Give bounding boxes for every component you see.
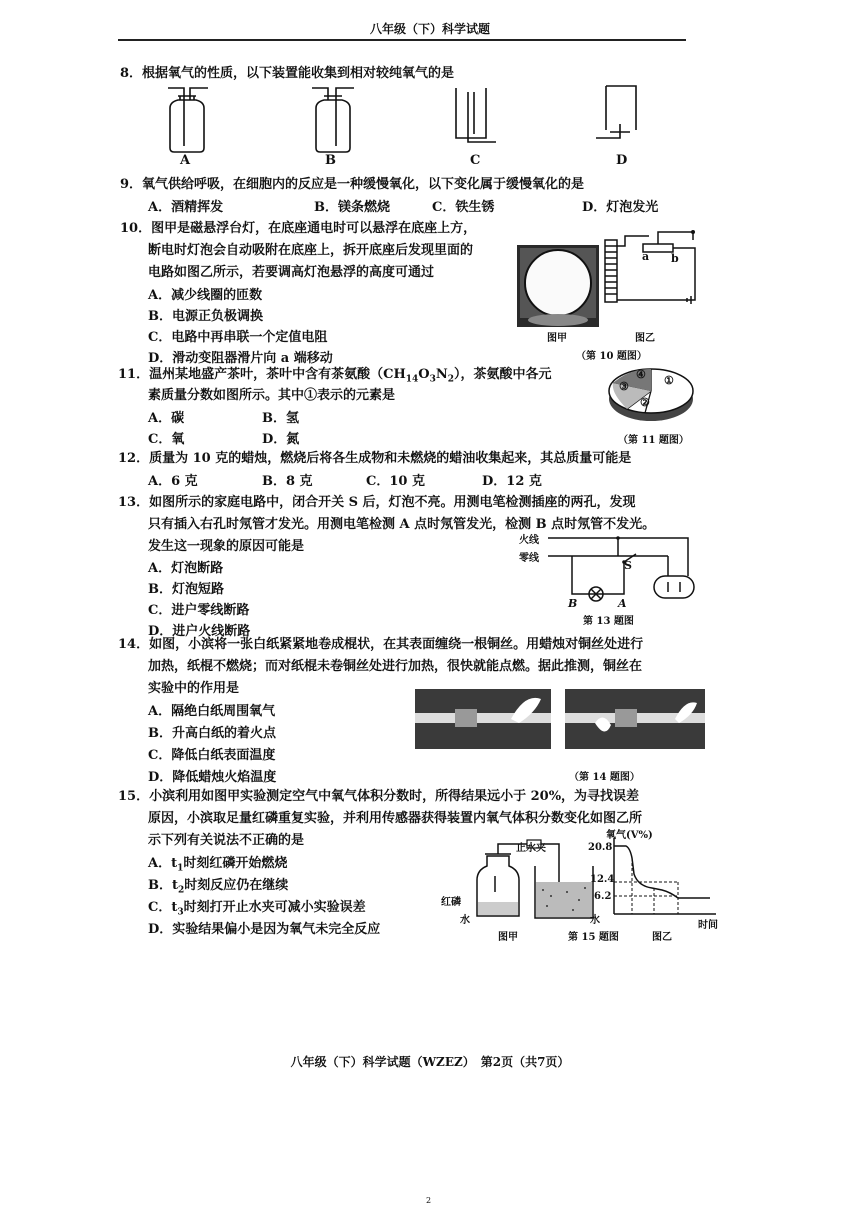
q14-option-a: A．隔绝白纸周围氧气: [148, 704, 276, 719]
q14-option-b: B．升高白纸的着火点: [148, 726, 276, 741]
q15-option-c: [148, 896, 366, 918]
q15-option-a: [148, 852, 287, 874]
q11-pie-label-3: ③: [619, 380, 629, 393]
q12-option-c: C．10 克: [366, 474, 425, 489]
q12-option-b: B．8 克: [262, 474, 313, 489]
q13-option-a: A．灯泡断路: [148, 561, 224, 576]
q15-fig-a-label: 图甲: [498, 932, 518, 943]
q8-label-c: C: [470, 153, 481, 168]
q11-line-2: 素质量分数如图所示。其中①表示的元素是: [148, 388, 396, 403]
q8-apparatus-figure: [150, 86, 650, 166]
page-number: 2: [426, 1196, 432, 1205]
q12-option-d: D．12 克: [482, 474, 542, 489]
q13-fire-wire-label: 火线: [519, 535, 539, 546]
apparatus-c-icon: [456, 88, 496, 142]
q11-pie-label-1: ①: [664, 374, 674, 387]
q14-photo-figure: [415, 689, 705, 749]
header-rule: [118, 39, 686, 41]
q13-zero-wire-label: 零线: [519, 553, 539, 564]
q10-option-d: D．滑动变阻器滑片向 a 端移动: [148, 351, 333, 366]
q15-line-3: 示下列有关说法不正确的是: [148, 833, 305, 848]
q13-option-c: C．进户零线断路: [148, 603, 250, 618]
q15-ytick-20-8: 20.8: [588, 842, 613, 853]
q11-line-1-post: ），茶氨酸中各元: [454, 367, 552, 382]
q15-line-1: 15．小滨利用如图甲实验测定空气中氧气体积分数时，所得结果远小于 20%，为寻找误差: [118, 789, 640, 804]
q11-pie-chart: [605, 363, 697, 425]
q15-option-a-pre: A．t: [148, 856, 178, 871]
q15-option-c-pre: C．t: [148, 900, 178, 915]
q11-formula-rest: $H_{14}O_3N_2$: [393, 367, 455, 385]
q10-label-b: b: [671, 252, 679, 265]
q9-option-a: A．酒精挥发: [148, 200, 224, 215]
q11-option-b: B．氢: [262, 411, 299, 426]
q15-ytick-12-4: 12.4: [590, 874, 615, 885]
q9-option-b: B．镁条燃烧: [314, 200, 390, 215]
q12-stem: 12．质量为 10 克的蜡烛，燃烧后将各生成物和未燃烧的蜡油收集起来，其总质量可能是: [118, 451, 632, 466]
q14-option-c: C．降低白纸表面温度: [148, 748, 276, 763]
q13-option-b: B．灯泡短路: [148, 582, 224, 597]
apparatus-d-icon: [596, 86, 636, 138]
q11-option-d: D．氮: [262, 432, 300, 447]
q10-caption: （第 10 题图）: [576, 351, 647, 362]
q13-line-2: 只有插入右孔时氖管才发光。用测电笔检测 A 点时氖管发光，检测 B 点时氖管不发光。: [148, 517, 656, 532]
q13-point-b-label: B: [568, 597, 578, 610]
q10-figure-photo: [517, 245, 599, 327]
q10-label-a: a: [642, 250, 650, 263]
q14-line-3: 实验中的作用是: [148, 681, 240, 696]
q13-switch-label: S: [624, 559, 632, 572]
q10-fig-a-label: 图甲: [547, 333, 567, 344]
q15-graph-ylabel: 氧气(V%): [606, 830, 653, 841]
q13-option-d: D．进户火线断路: [148, 624, 251, 639]
q9-option-c: C．铁生锈: [432, 200, 495, 215]
q15-option-b-post: 时刻反应仍在继续: [184, 878, 289, 893]
q10-circuit-figure: [603, 226, 703, 306]
q15-option-d-pre: D．: [148, 922, 173, 937]
q15-red-p-label: 红磷: [441, 897, 461, 908]
q11-pie-label-4: ④: [636, 368, 646, 381]
q8-stem: 8．根据氧气的性质，以下装置能收集到相对较纯氧气的是: [120, 66, 455, 81]
q10-line-3: 电路如图乙所示，若要调高灯泡悬浮的高度可通过: [148, 265, 435, 280]
q11-option-c: C．氧: [148, 432, 185, 447]
q15-water-label-1: 水: [460, 915, 470, 926]
q10-option-c: C．电路中再串联一个定值电阻: [148, 330, 328, 345]
q15-line-2: 原因，小滨取足量红磷重复实验，并利用传感器获得装置内氧气体积分数变化如图乙所: [148, 811, 643, 826]
q9-stem: 9．氧气供给呼吸，在细胞内的反应是一种缓慢氧化，以下变化属于缓慢氧化的是: [120, 177, 585, 192]
apparatus-a-icon: [168, 88, 208, 152]
q14-line-1: 14．如图，小滨将一张白纸紧紧地卷成棍状，在其表面缠绕一根铜丝。用蜡烛对铜丝处进行: [118, 637, 644, 652]
q10-line-2: 断电时灯泡会自动吸附在底座上，拆开底座后发现里面的: [148, 243, 474, 258]
q14-line-2: 加热，纸棍不燃烧；而对纸棍未卷铜丝处进行加热，很快就能点燃。据此推测，铜丝在: [148, 659, 643, 674]
q10-fig-b-label: 图乙: [635, 333, 655, 344]
q15-ytick-6-2: 6.2: [594, 891, 612, 902]
q15-clamp-label: 止水夹: [516, 843, 546, 854]
q11-pie-label-2: ②: [640, 396, 650, 409]
q15-graph-xlabel: 时间: [698, 920, 718, 931]
q15-option-c-post: 时刻打开止水夹可减小实验误差: [183, 900, 366, 915]
q15-option-a-post: 时刻红磷开始燃烧: [183, 856, 288, 871]
q14-option-d: D．降低蜡烛火焰温度: [148, 770, 277, 785]
q15-fig-b-label: 图乙: [652, 932, 672, 943]
q15-option-d-post: 实验结果偏小是因为氧气未完全反应: [172, 922, 381, 937]
apparatus-b-icon: [312, 88, 354, 152]
q10-option-b: B．电源正负极调换: [148, 309, 263, 324]
q13-point-a-label: A: [618, 597, 627, 610]
q11-caption: （第 11 题图）: [618, 435, 689, 446]
q15-option-a-sub: 1: [177, 863, 184, 874]
q10-option-a: A．减少线圈的匝数: [148, 288, 263, 303]
q9-option-d: D．灯泡发光: [582, 200, 659, 215]
q13-line-3: 发生这一现象的原因可能是: [148, 539, 305, 554]
page-footer: 八年级（下）科学试题（WZEZ） 第2页（共7页）: [290, 1055, 570, 1069]
q11-line-1-pre: 11．温州某地盛产茶叶，茶叶中含有茶氨酸（C: [118, 367, 394, 382]
page-header: 八年级（下）科学试题: [369, 22, 490, 36]
q15-option-c-sub: 3: [177, 907, 184, 918]
q8-label-a: A: [180, 153, 191, 168]
q11-option-a: A．碳: [148, 411, 185, 426]
q10-line-1: 10．图甲是磁悬浮台灯，在底座通电时可以悬浮在底座上方，: [120, 221, 477, 236]
q13-caption: 第 13 题图: [583, 616, 634, 627]
q13-circuit-figure: [548, 532, 698, 602]
q15-option-b: [148, 874, 288, 896]
q12-option-a: A．6 克: [148, 474, 198, 489]
q15-option-b-pre: B．t: [148, 878, 178, 893]
q8-label-d: D: [616, 153, 628, 168]
q15-water-label-2: 水: [590, 915, 600, 926]
q13-line-1: 13．如图所示的家庭电路中，闭合开关 S 后，灯泡不亮。用测电笔检测插座的两孔，发现: [118, 495, 636, 510]
q15-caption: 第 15 题图: [568, 932, 619, 943]
q8-label-b: B: [325, 153, 336, 168]
q14-caption: （第 14 题图）: [569, 772, 640, 783]
q15-option-b-sub: 2: [178, 885, 185, 896]
q15-option-d: [148, 918, 380, 937]
q15-oxygen-graph: [608, 838, 718, 918]
